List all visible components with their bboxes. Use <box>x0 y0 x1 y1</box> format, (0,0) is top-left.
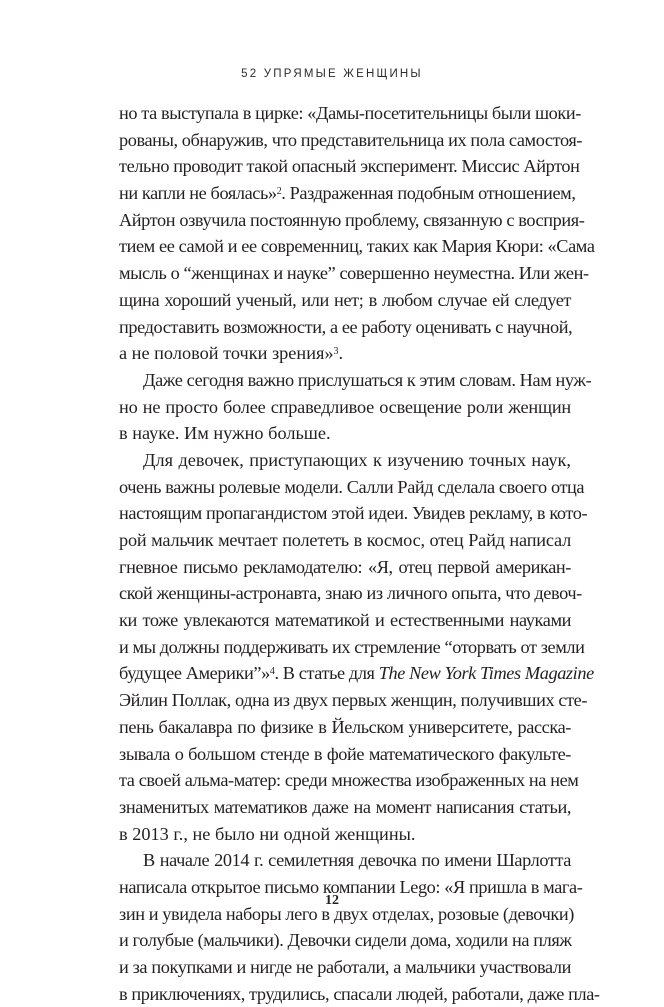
text-line: и мы должны поддерживать их стремление “оторвать от земли <box>119 636 585 657</box>
text-line: ской женщины-астронавта, знаю из личного опыта, что девоч- <box>119 583 582 604</box>
text-line: пень бакалавра по физике в Йельском университете, расска- <box>119 716 571 737</box>
text-line: зывала о большом стенде в фойе математического факульте- <box>119 743 571 764</box>
text-line: Эйлин Поллак, одна из двух первых женщин, получивших сте- <box>119 690 588 711</box>
text-line: в 2013 г., не было ни одной женщины. <box>119 823 416 844</box>
text-line: и голубые (мальчики). Девочки сидели дома, ходили на пляж <box>119 930 572 951</box>
text-line: очень важны ролевые модели. Салли Райд сделала своего отца <box>119 476 585 497</box>
text-line: гневное письмо рекламодателю: «Я, отец первой американ- <box>119 556 571 577</box>
text-line: будущее Америки”»$^4$. В статье для The New York Times Magazine <box>119 663 594 684</box>
running-head: 52 УПРЯМЫЕ ЖЕНЩИНЫ <box>241 68 423 80</box>
footnote-ref: 3 <box>333 346 339 358</box>
text-line: но та выступала в цирке: «Дамы-посетительницы были шоки- <box>119 103 581 123</box>
text-line: щина хороший ученый, или нет; в любом случае ей следует <box>119 289 571 310</box>
text-line: и за покупками и нигде не работали, а мальчики участвовали <box>119 957 571 977</box>
text-line: зин и увидела наборы лего в двух отделах, розовые (девочки) <box>119 903 574 924</box>
text-line: рованы, обнаружив, что представительница их пола самостоя- <box>119 129 583 150</box>
text-line: в приключениях, трудились, спасали людей, работали, даже пла- <box>119 983 600 1004</box>
text-line: Даже сегодня важно прислушаться к этим словам. Нам нуж- <box>143 369 592 390</box>
text-line: в науке. Им нужно больше. <box>119 423 331 444</box>
text-line: написала открытое письмо компании Lego: «Я пришла в мага- <box>119 876 583 897</box>
page-number: 12 <box>325 893 339 908</box>
text-line: рой мальчик мечтает полететь в космос, отец Райд написал <box>119 530 571 550</box>
footnote-ref: 2 <box>276 186 282 198</box>
text-line: ни капли не боялась»$^2$. Раздраженная подобным отношением, <box>119 183 576 204</box>
text-line: предоставить возможности, а ее работу оценивать с научной, <box>119 316 573 337</box>
footnote-ref: 4 <box>269 666 275 678</box>
text-line: знаменитых математиков даже на момент написания статьи, <box>119 796 571 817</box>
text-line: ки тоже увлекаются математикой и естественными науками <box>119 610 571 631</box>
body-text <box>119 100 600 1007</box>
text-line: тием ее самой и ее современниц, таких как Мария Кюри: «Сама <box>119 236 595 257</box>
text-line: но не просто более справедливое освещение роли женщин <box>119 396 571 417</box>
text-line: В начале 2014 г. семилетняя девочка по имени Шарлотта <box>143 850 571 871</box>
publication-title: The New York Times Magazine <box>378 663 594 684</box>
text-line: настоящим пропагандистом этой идеи. Увидев рекламу, в кото- <box>119 503 588 524</box>
text-line: Для девочек, приступающих к изучению точных наук, <box>143 449 571 470</box>
text-line: Айртон озвучила постоянную проблему, связанную с восприя- <box>119 209 585 230</box>
text-line: тельно проводит такой опасный эксперимент. Миссис Айртон <box>119 156 580 177</box>
text-line: мысль о “женщинах и науке” совершенно неуместна. Или жен- <box>119 263 589 284</box>
text-line: а не половой точки зрения»$^3$. <box>119 343 344 364</box>
text-line: та своей альма-матер: среди множества изображенных на нем <box>119 770 579 791</box>
